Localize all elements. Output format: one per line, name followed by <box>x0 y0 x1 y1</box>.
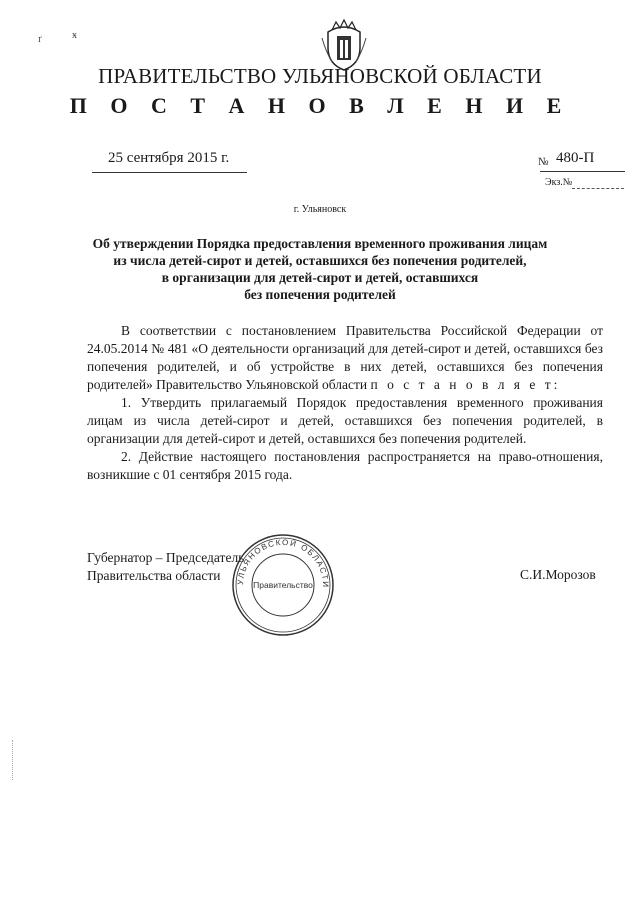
document-number: 480-П <box>556 150 595 166</box>
position-line: Правительства области <box>87 568 221 583</box>
decree-word: п о с т а н о в л я е т: <box>370 377 561 392</box>
government-name: ПРАВИТЕЛЬСТВО УЛЬЯНОВСКОЙ ОБЛАСТИ <box>98 64 542 88</box>
signatory-name: С.И.Морозов <box>520 567 596 582</box>
scan-mark: ӿ <box>72 30 77 41</box>
document-body <box>87 322 603 484</box>
seal-ring-text: УЛЬЯНОВСКОЙ ОБЛАСТИ <box>235 537 331 589</box>
intro-paragraph <box>87 322 603 394</box>
position-line: Губернатор – Председатель <box>87 550 245 565</box>
item-1: 1. Утвердить прилагаемый Порядок предоставления временного проживания лицам из числа детей-сирот и детей, оставшихся без попечения родителей, в организации для детей-сирот и детей, оставшихся без попечения родителей. <box>87 395 603 446</box>
title-line: из числа детей-сирот и детей, оставшихся без попечения родителей, <box>113 253 527 268</box>
number-sign: № <box>538 156 549 168</box>
title-line: без попечения родителей <box>244 287 396 302</box>
official-seal <box>228 530 338 640</box>
number-underline <box>540 171 625 172</box>
document-title <box>90 235 550 303</box>
document-type: П О С Т А Н О В Л Е Н И Е <box>69 93 571 118</box>
date-underline <box>92 172 247 173</box>
scan-mark: ґ <box>38 34 42 45</box>
copy-number-blank <box>572 188 624 189</box>
title-line: в организации для детей-сирот и детей, оставшихся <box>161 270 479 285</box>
city: г. Ульяновск <box>293 204 347 215</box>
seal-center-text: Правительство <box>253 580 313 590</box>
title-line: Об утверждении Порядка предоставления временного проживания лицам <box>92 236 548 251</box>
copy-number-label: Экз.№ <box>545 177 573 188</box>
item-2: 2. Действие настоящего постановления распространяется на право-отношения, возникшие с 01 сентября 2015 года. <box>87 449 603 482</box>
intro-text: В соответствии с постановлением Правительства Российской Федерации от 24.05.2014 № 481 «О деятельности организаций для детей-сирот и детей, оставшихся без попечения родителей, и об устройстве в них детей, оставшихся без попечения родителей» Правительство Ульяновской области <box>87 323 603 392</box>
scan-edge-mark <box>12 740 14 780</box>
document-date: 25 сентября 2015 г. <box>108 150 230 166</box>
signatory-position <box>87 549 244 585</box>
